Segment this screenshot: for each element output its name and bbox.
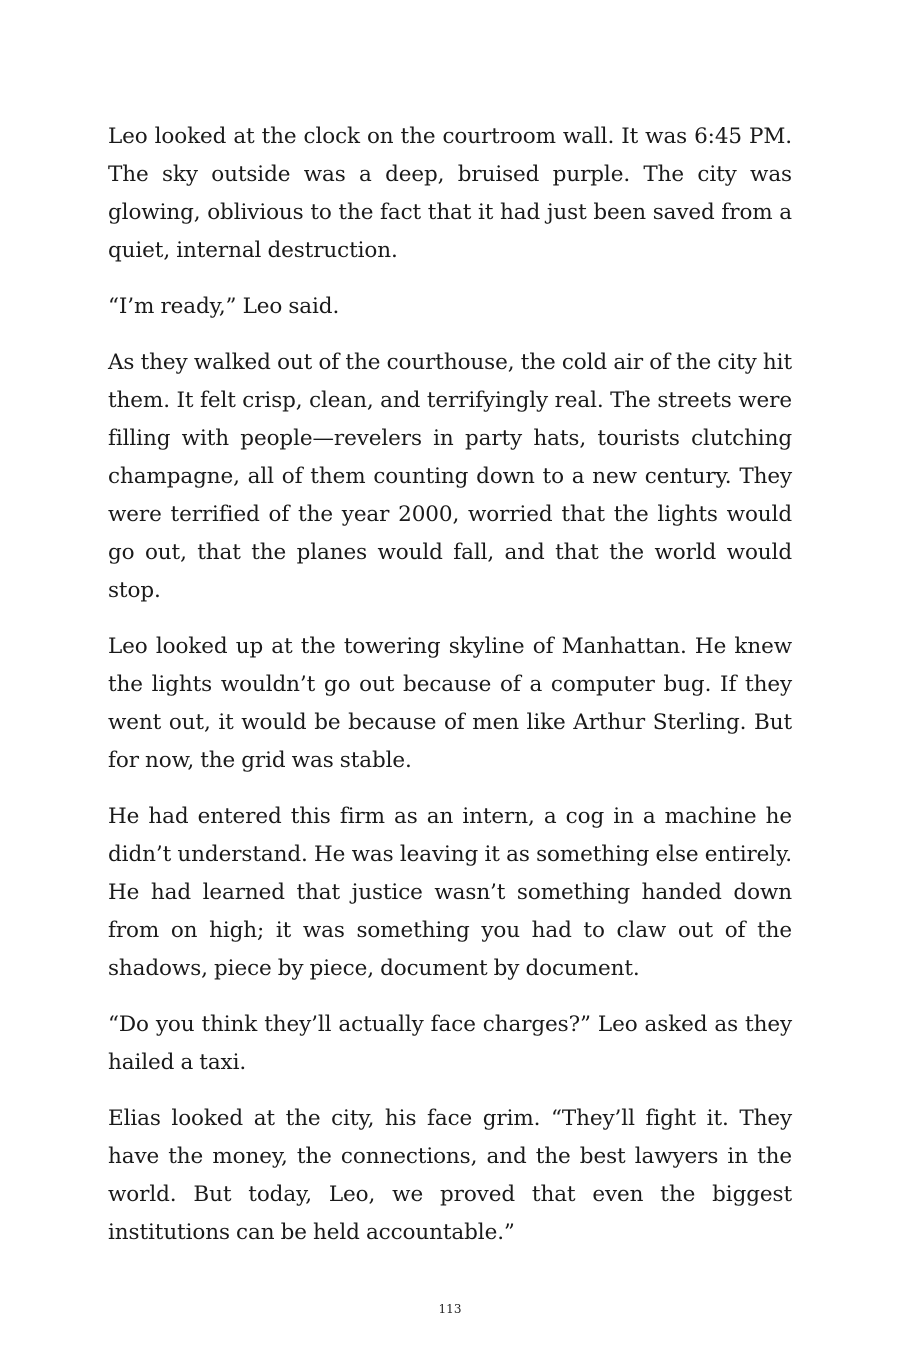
- paragraph: Elias looked at the city, his face grim. “They’ll fight it. They have the money, the connections, and the best lawyers in the world. But today, Leo, we proved that even the biggest institutions can be held accountable.”: [108, 1106, 792, 1245]
- page-number: 113: [438, 1302, 462, 1316]
- paragraph: “Do you think they’ll actually face charges?” Leo asked as they hailed a taxi.: [108, 1012, 792, 1075]
- paragraph: Leo looked up at the towering skyline of Manhattan. He knew the lights wouldn’t go out because of a computer bug. If they went out, it would be because of men like Arthur Sterling. But for now, the grid was stable.: [108, 634, 792, 773]
- paragraph: He had entered this firm as an intern, a cog in a machine he didn’t understand. He was leaving it as something else entirely. He had learned that justice wasn’t something handed down from on high; it was something you had to claw out of the shadows, piece by piece, document by document.: [108, 804, 792, 981]
- paragraph: Leo looked at the clock on the courtroom wall. It was 6:45 PM. The sky outside was a deep, bruised purple. The city was glowing, oblivious to the fact that it had just been saved from a quiet, internal destruction.: [108, 124, 792, 263]
- paragraph: As they walked out of the courthouse, the cold air of the city hit them. It felt crisp, clean, and terrifyingly real. The streets were filling with people—revelers in party hats, tourists clutching champagne, all of them counting down to a new century. They were terrified of the year 2000, worried that the lights would go out, that the planes would fall, and that the world would stop.: [108, 350, 792, 603]
- page-body-text: [108, 118, 792, 1270]
- paragraph: “I’m ready,” Leo said.: [108, 294, 340, 319]
